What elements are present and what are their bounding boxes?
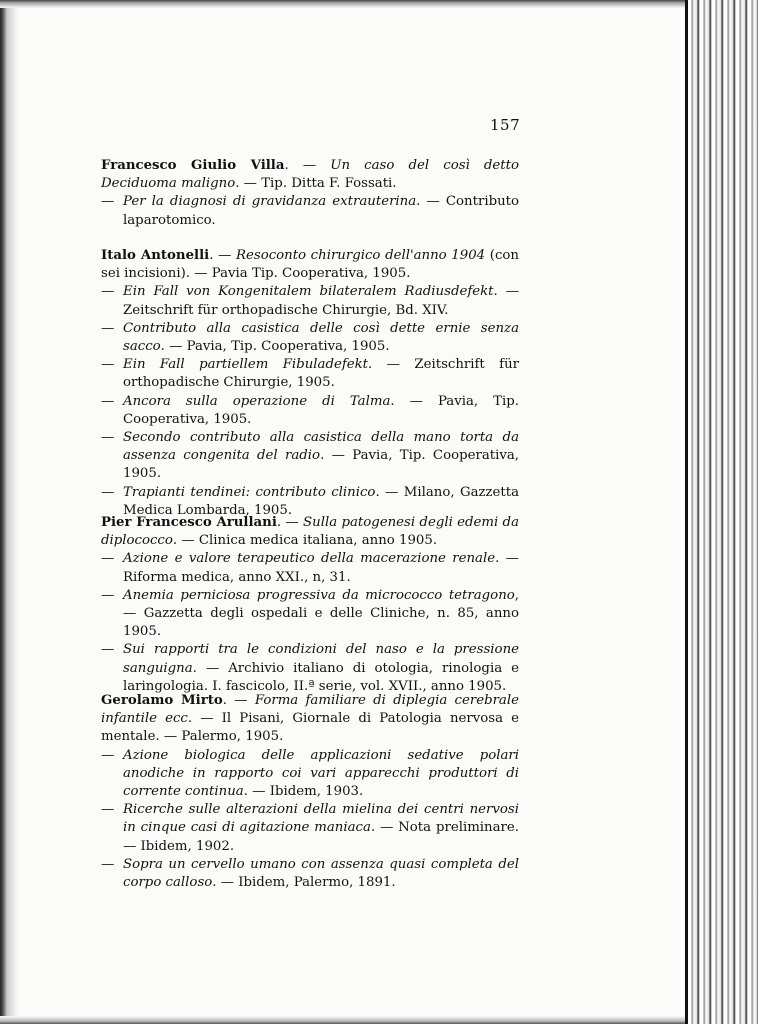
work-details: Archivio italiano di otologia, rinologia e laringologia. I. fascicolo, II.ª serie, vol. XVII., anno 1905. [123, 660, 519, 694]
work-title: Ricerche sulle alterazioni della mielina dei centri nervosi in cinque casi di agitazione maniaca [123, 802, 519, 836]
work-title: Forma familiare di diplegia cerebrale infantile ecc [101, 693, 519, 727]
author-name: Pier Francesco Arullani [101, 515, 277, 530]
entry: — Ein Fall von Kongenitalem bilateralem Radiusdefekt. — Zeitschrift für orthopadische Chirurgie, Bd. XIV. [101, 284, 519, 318]
work-details: (con sei incisioni). — Pavia Tip. Cooperativa, 1905. [101, 248, 519, 282]
work-details: Tip. Ditta F. Fossati. [261, 176, 397, 192]
entry: — Ricerche sulle alterazioni della mielina dei centri nervosi in cinque casi di agitazione maniaca. — Nota preliminare. — Ibidem, 1902. [101, 802, 519, 854]
work-details: Pavia, Tip. Cooperativa, 1905. [123, 393, 519, 427]
entry: — Per la diagnosi di gravidanza extrauterina. — Contributo laparotomico. [101, 194, 519, 228]
entry: Italo Antonelli. — Resoconto chirurgico dell'anno 1904 (con sei incisioni). — Pavia Tip. Cooperativa, 1905. [101, 248, 519, 282]
entry: — Azione e valore terapeutico della macerazione renale. — Riforma medica, anno XXI., n, 31. [101, 551, 519, 585]
work-details: Gazzetta degli ospedali e delle Cliniche, n. 85, anno 1905. [123, 606, 519, 640]
bibliography-section [101, 692, 519, 892]
entry: — Contributo alla casistica delle così dette ernie senza sacco. — Pavia, Tip. Cooperativa, 1905. [101, 320, 519, 355]
entry: — Azione biologica delle applicazioni sedative polari anodiche in rapporto coi vari apparecchi produttori di corrente continua. — Ibidem, 1903. [101, 747, 519, 800]
work-title: Un caso del così detto Deciduoma maligno [101, 158, 519, 192]
work-title: Anemia perniciosa progressiva da micrococco tetragono [123, 587, 515, 603]
work-title: Sopra un cervello umano con assenza quasi completa del corpo calloso [123, 856, 519, 891]
entry: — Sui rapporti tra le condizioni del naso e la pressione sanguigna. — Archivio italiano di otologia, rinologia e laringologia. I. fascicolo, II.ª serie, vol. XVII., anno 1905. [101, 642, 519, 694]
page-number: 157 [490, 116, 521, 134]
bibliography-section [101, 157, 519, 230]
work-details: Ibidem, Palermo, 1891. [238, 875, 396, 891]
work-details: Zeitschrift für orthopadische Chirurgie, 1905. [123, 357, 520, 391]
work-title: Resoconto chirurgico dell'anno 1904 [235, 248, 486, 263]
scan-edge-top [0, 0, 700, 8]
work-title: Sulla patogenesi degli edemi da diplococco [101, 515, 519, 549]
work-title: Azione e valore terapeutico della macerazione renale [123, 551, 496, 567]
work-details: Clinica medica italiana, anno 1905. [198, 533, 438, 549]
work-title: Contributo alla casistica delle così dette ernie senza sacco [123, 320, 519, 355]
entry: — Trapianti tendinei: contributo clinico. — Milano, Gazzetta Medica Lombarda, 1905. [101, 484, 519, 518]
bibliography-section [101, 514, 519, 696]
work-details: Nota preliminare. — Ibidem, 1902. [123, 820, 519, 854]
author-name: Italo Antonelli [101, 248, 210, 263]
entry: — Sopra un cervello umano con assenza quasi completa del corpo calloso. — Ibidem, Palermo, 1891. [101, 856, 519, 891]
work-details: Riforma medica, anno XXI., n, 31. [123, 569, 351, 585]
bibliography-section [101, 247, 519, 520]
work-details: Pavia, Tip. Cooperativa, 1905. [186, 339, 390, 355]
entry: — Anemia perniciosa progressiva da micrococco tetragono, — Gazzetta degli ospedali e delle Cliniche, n. 85, anno 1905. [101, 587, 519, 640]
work-title: Ein Fall von Kongenitalem bilateralem Radiusdefekt [123, 284, 494, 300]
work-details: Zeitschrift für orthopadische Chirurgie, Bd. XIV. [123, 302, 449, 318]
work-details: Contributo laparotomico. [123, 194, 519, 228]
entry: — Secondo contributo alla casistica della mano torta da assenza congenita del radio. — Pavia, Tip. Cooperativa, 1905. [101, 430, 520, 482]
work-details: Il Pisani, Giornale di Patologia nervosa e mentale. — Palermo, 1905. [101, 711, 519, 745]
entry: Gerolamo Mirto. — Forma familiare di diplegia cerebrale infantile ecc. — Il Pisani, Giornale di Patologia nervosa e mentale. — Palermo, 1905. [101, 693, 519, 745]
entry: Francesco Giulio Villa. — Un caso del così detto Deciduoma maligno. — Tip. Ditta F. Fossati. [101, 158, 519, 192]
entry: Pier Francesco Arullani. — Sulla patogenesi degli edemi da diplococco. — Clinica medica italiana, anno 1905. [101, 515, 519, 549]
work-title: Ein Fall partiellem Fibuladefekt [123, 357, 369, 373]
work-title: Per la diagnosi di gravidanza extrauterina [123, 194, 417, 210]
work-title: Trapianti tendinei: contributo clinico [123, 484, 376, 500]
scan-edge-bottom [0, 1016, 700, 1024]
scan-edge-left [0, 0, 18, 1024]
work-details: Pavia, Tip. Cooperativa, 1905. [123, 448, 520, 482]
work-title: Ancora sulla operazione di Talma [123, 393, 391, 409]
author-name: Francesco Giulio Villa [101, 158, 285, 173]
work-details: Milano, Gazzetta Medica Lombarda, 1905. [123, 484, 519, 518]
author-name: Gerolamo Mirto [101, 693, 223, 708]
entry: — Ancora sulla operazione di Talma. — Pavia, Tip. Cooperativa, 1905. [101, 393, 519, 427]
scan-edge-right [685, 0, 758, 1024]
entry: — Ein Fall partiellem Fibuladefekt. — Zeitschrift für orthopadische Chirurgie, 1905. [101, 357, 520, 391]
work-details: Ibidem, 1903. [269, 784, 364, 800]
work-title: Secondo contributo alla casistica della mano torta da assenza congenita del radio [123, 430, 519, 464]
work-title: Azione biologica delle applicazioni sedative polari anodiche in rapporto coi vari apparecchi produttori di corrente continua [123, 747, 519, 800]
work-title: Sui rapporti tra le condizioni del naso e la pressione sanguigna [123, 642, 519, 676]
